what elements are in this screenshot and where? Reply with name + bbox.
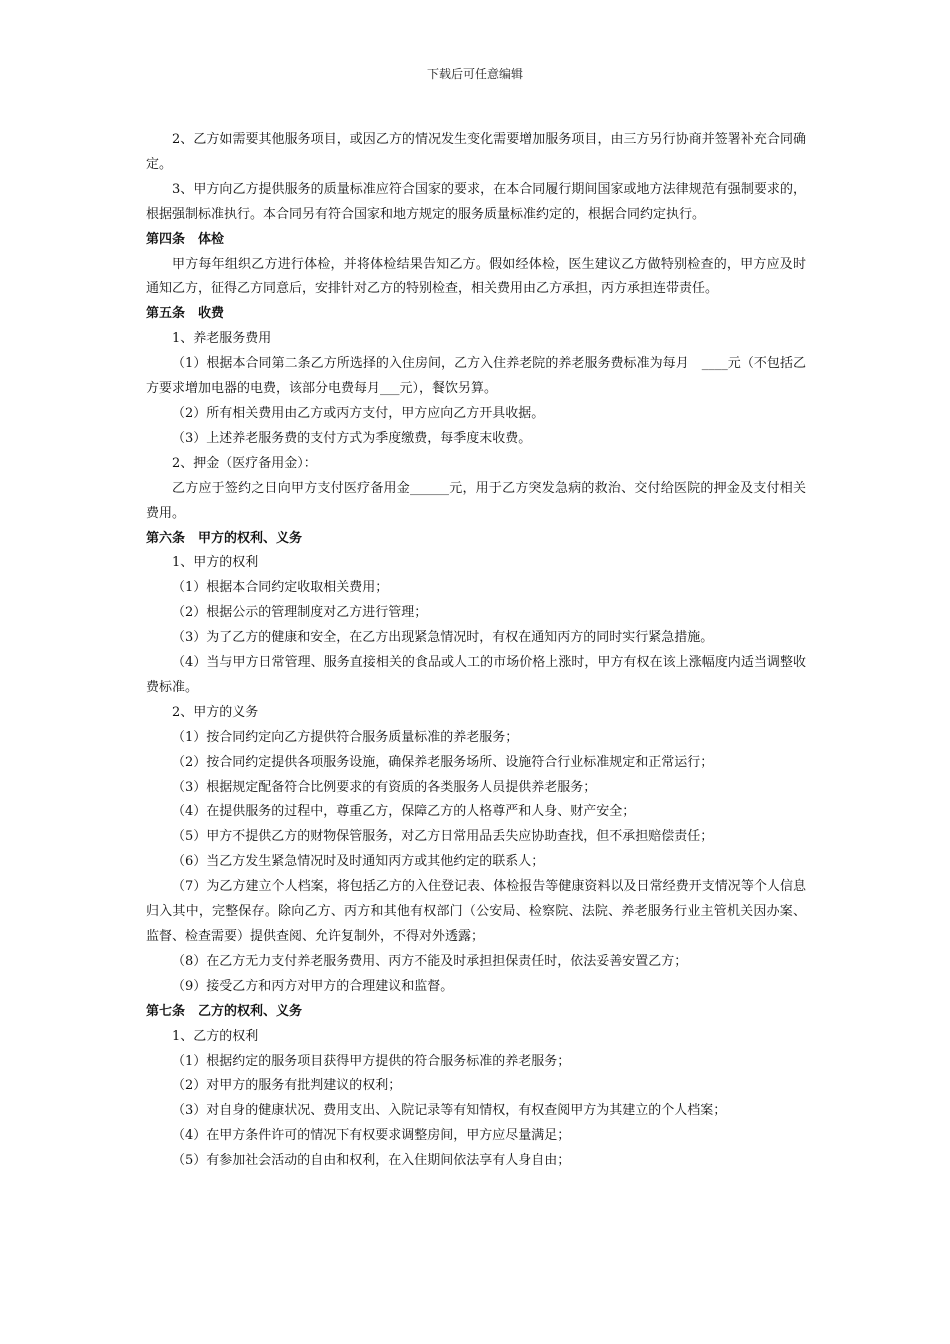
paragraph: （6）当乙方发生紧急情况时及时通知丙方或其他约定的联系人； (172, 854, 545, 870)
paragraph: （1）根据本合同约定收取相关费用； (172, 580, 389, 596)
paragraph: （3）对自身的健康状况、费用支出、入院记录等有知情权，有权查阅甲方为其建立的个人档案； (172, 1103, 727, 1119)
paragraph: 2、乙方如需要其他服务项目，或因乙方的情况发生变化需要增加服务项目，由三方另行协商并签署补充合同确定。 (146, 132, 806, 172)
paragraph: 3、甲方向乙方提供服务的质量标准应符合国家的要求，在本合同履行期间国家或地方法律规范有强制要求的，根据强制标准执行。本合同另有符合国家和地方规定的服务质量标准约定的，根据合同约定执行。 (146, 181, 806, 222)
paragraph: 2、甲方的义务 (172, 704, 259, 720)
paragraph: （7）为乙方建立个人档案，将包括乙方的入住登记表、体检报告等健康资料以及日常经费开支情况等个人信息归入其中，完整保存。除向乙方、丙方和其他有权部门（公安局、检察院、法院、养老服务行业主管机关因办案、监督、检查需要）提供查阅、允许复制外，不得对外透露； (146, 879, 806, 944)
document-body (146, 128, 806, 1174)
section-heading: 第四条 体检 (146, 231, 225, 247)
paragraph: （2）对甲方的服务有批判建议的权利； (172, 1078, 402, 1094)
paragraph: 甲方每年组织乙方进行体检，并将体检结果告知乙方。假如经体检，医生建议乙方做特别检查的，甲方应及时通知乙方，征得乙方同意后，安排针对乙方的特别检查，相关费用由乙方承担，丙方承担连带责任。 (146, 256, 806, 297)
paragraph: 1、养老服务费用 (172, 331, 272, 347)
section-heading: 第七条 乙方的权利、义务 (146, 1003, 303, 1019)
paragraph: （5）甲方不提供乙方的财物保管服务，对乙方日常用品丢失应协助查找，但不承担赔偿责任； (172, 829, 714, 845)
paragraph: （5）有参加社会活动的自由和权利，在入住期间依法享有人身自由； (172, 1153, 571, 1169)
paragraph: （1）根据本合同第二条乙方所选择的入住房间，乙方入住养老院的养老服务费标准为每月 ____元（不包括乙方要求增加电器的电费，该部分电费每月___元），餐饮另算。 (146, 356, 806, 397)
paragraph: （1）根据约定的服务项目获得甲方提供的符合服务标准的养老服务； (172, 1053, 571, 1069)
section-heading: 第六条 甲方的权利、义务 (146, 530, 303, 546)
paragraph: 1、乙方的权利 (172, 1028, 259, 1044)
paragraph: （2）所有相关费用由乙方或丙方支付，甲方应向乙方开具收据。 (172, 405, 545, 421)
paragraph: 1、甲方的权利 (172, 555, 259, 571)
paragraph: （4）在甲方条件许可的情况下有权要求调整房间，甲方应尽量满足； (172, 1128, 571, 1144)
paragraph: （9）接受乙方和丙方对甲方的合理建议和监督。 (172, 978, 454, 994)
paragraph: （1）按合同约定向乙方提供符合服务质量标准的养老服务； (172, 729, 519, 745)
paragraph: （3）为了乙方的健康和安全，在乙方出现紧急情况时，有权在通知丙方的同时实行紧急措施。 (172, 630, 714, 646)
paragraph: （4）在提供服务的过程中，尊重乙方，保障乙方的人格尊严和人身、财产安全； (172, 804, 636, 820)
paragraph: 2、押金（医疗备用金）： (172, 455, 317, 471)
section-heading: 第五条 收费 (146, 306, 225, 322)
paragraph: （4）当与甲方日常管理、服务直接相关的食品或人工的市场价格上涨时，甲方有权在该上涨幅度内适当调整收费标准。 (146, 655, 806, 695)
paragraph: （8）在乙方无力支付养老服务费用、丙方不能及时承担担保责任时，依法妥善安置乙方； (172, 953, 688, 969)
paragraph: （3）根据规定配备符合比例要求的有资质的各类服务人员提供养老服务； (172, 779, 597, 795)
paragraph: （3）上述养老服务费的支付方式为季度缴费，每季度末收费。 (172, 430, 532, 446)
paragraph: 乙方应于签约之日向甲方支付医疗备用金______元，用于乙方突发急病的救治、交付给医院的押金及支付相关费用。 (146, 480, 806, 521)
page-header: 下载后可任意编辑 (426, 67, 523, 81)
paragraph: （2）按合同约定提供各项服务设施，确保养老服务场所、设施符合行业标准规定和正常运行； (172, 754, 714, 770)
paragraph: （2）根据公示的管理制度对乙方进行管理； (172, 605, 428, 621)
